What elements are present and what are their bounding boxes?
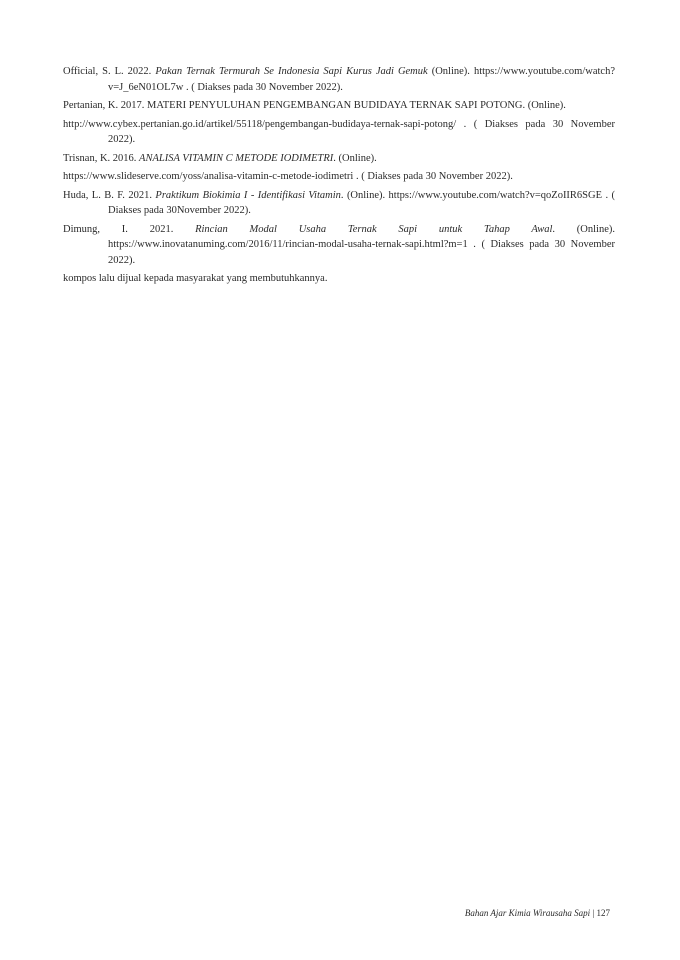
reference-entry [63,169,615,185]
reference-text: Huda, L. B. F. 2021. [63,189,156,201]
reference-text: (Online). https://www.youtube.com/watch?v=J_6eN01OL7w . ( Diakses pada 30 November 2022). [108,66,615,93]
reference-title: Rincian Modal Usaha Ternak Sapi untuk Tahap Awal [195,223,553,235]
reference-text: http://www.cybex.pertanian.go.id/artikel/55118/pengembangan-budidaya-ternak-sapi-potong/ . ( Diakses pada 30 November 2022). [63,118,615,145]
reference-entry [63,98,615,114]
reference-text: . (Online). https://www.inovatanuming.com/2016/11/rincian-modal-usaha-ternak-sapi.html?m=1 . ( Diakses pada 30 November 2022). [108,223,615,266]
reference-text: Official, S. L. 2022. [63,66,156,77]
trailing-paragraph: kompos lalu dijual kepada masyarakat yang membutuhkannya. [63,273,328,284]
page-number: 127 [596,908,610,918]
reference-title: Praktikum Biokimia I - Identifikasi Vitamin [155,189,341,201]
reference-text: Dimung, I. 2021. [63,223,196,235]
reference-entry [63,64,615,95]
reference-entry [63,151,615,167]
page-footer [465,908,610,918]
reference-title: Pakan Ternak Termurah Se Indonesia Sapi Kurus Jadi Gemuk [155,66,428,77]
reference-entry [63,222,615,269]
reference-text: https://www.slideserve.com/yoss/analisa-vitamin-c-metode-iodimetri . ( Diakses pada 30 November 2022). [63,171,513,182]
reference-entry [63,188,615,219]
footer-separator: | [590,908,597,918]
reference-title: ANALISA VITAMIN C METODE IODIMETRI [139,152,334,164]
reference-list [63,64,615,287]
footer-book-title: Bahan Ajar Kimia Wirausaha Sapi [464,908,591,918]
reference-text: Pertanian, K. 2017. MATERI PENYULUHAN PENGEMBANGAN BUDIDAYA TERNAK SAPI POTONG. (Online). [63,100,566,111]
reference-text: . (Online). https://www.youtube.com/watch?v=qoZoIIR6SGE . ( Diakses pada 30November 2022). [108,189,615,216]
reference-entry [63,117,615,148]
reference-text: . (Online). [333,152,377,164]
reference-text: Trisnan, K. 2016. [63,152,140,164]
